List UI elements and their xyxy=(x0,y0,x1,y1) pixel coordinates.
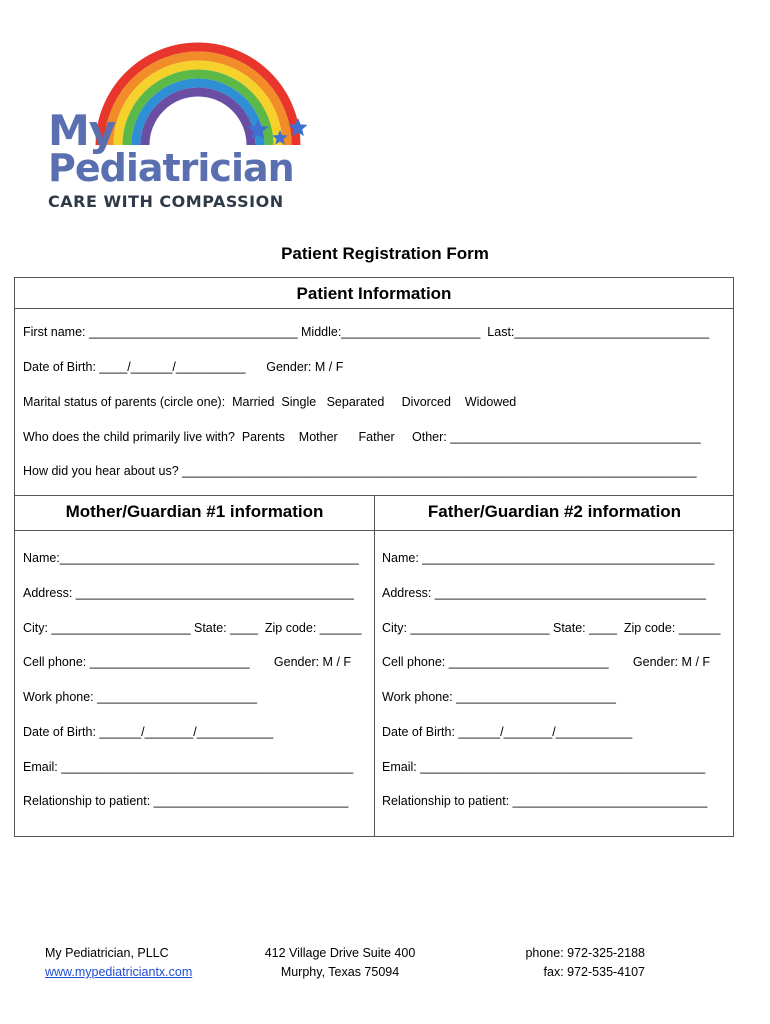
patient-dob-gender-field[interactable]: Date of Birth: ____/______/__________ Gender: M / F xyxy=(23,360,344,374)
footer-contact xyxy=(495,944,645,982)
practice-logo xyxy=(48,40,310,215)
marital-status-field[interactable]: Marital status of parents (circle one): Married Single Separated Divorced Widowed xyxy=(23,395,517,409)
footer-address xyxy=(255,944,425,982)
patient-info-heading: Patient Information xyxy=(296,284,452,303)
logo-text-my: My xyxy=(48,106,116,155)
guardian2-email-field[interactable]: Email: _________________________________________ xyxy=(382,760,706,774)
referral-source-field[interactable]: How did you hear about us? __________________________________________________________________________ xyxy=(23,464,697,478)
lives-with-field[interactable]: Who does the child primarily live with? Parents Mother Father Other: ____________________________________ xyxy=(23,430,701,444)
footer-fax: fax: 972-535-4107 xyxy=(543,965,645,979)
guardian1-cell-field[interactable]: Cell phone: _______________________ Gender: M / F xyxy=(23,655,352,669)
footer-address-line2: Murphy, Texas 75094 xyxy=(280,965,400,979)
guardian1-heading: Mother/Guardian #1 information xyxy=(65,502,324,521)
logo-text-pediatrician: Pediatrician xyxy=(48,146,294,190)
column-divider xyxy=(374,495,375,837)
footer-org xyxy=(45,944,192,982)
guardian1-work-phone-field[interactable]: Work phone: _______________________ xyxy=(23,690,258,704)
guardian2-heading: Father/Guardian #2 information xyxy=(427,502,682,521)
guardian2-address-field[interactable]: Address: _______________________________________ xyxy=(382,586,706,600)
footer-org-name: My Pediatrician, PLLC xyxy=(45,946,169,960)
patient-name-field[interactable]: First name: ______________________________ Middle:____________________ Last:____________________________ xyxy=(23,325,710,339)
guardian2-cell-field[interactable]: Cell phone: _______________________ Gender: M / F xyxy=(382,655,711,669)
guardian1-city-field[interactable]: City: ____________________ State: ____ Zip code: ______ xyxy=(23,621,362,635)
guardian1-relationship-field[interactable]: Relationship to patient: ____________________________ xyxy=(23,794,349,808)
footer-phone: phone: 972-325-2188 xyxy=(525,946,645,960)
footer-address-line1: 412 Village Drive Suite 400 xyxy=(264,946,416,960)
footer-website-link[interactable]: www.mypediatriciantx.com xyxy=(45,965,193,979)
registration-form-box xyxy=(14,277,734,837)
guardian1-address-field[interactable]: Address: ________________________________________ xyxy=(23,586,354,600)
guardian1-name-field[interactable]: Name:___________________________________________ xyxy=(23,551,359,565)
divider xyxy=(15,530,733,531)
guardian1-dob-field[interactable]: Date of Birth: ______/_______/___________ xyxy=(23,725,274,739)
guardian1-email-field[interactable]: Email: __________________________________________ xyxy=(23,760,354,774)
logo-tagline: CARE WITH COMPASSION xyxy=(48,192,284,211)
form-title: Patient Registration Form xyxy=(281,244,489,263)
guardian2-work-phone-field[interactable]: Work phone: _______________________ xyxy=(382,690,617,704)
guardian2-name-field[interactable]: Name: __________________________________________ xyxy=(382,551,715,565)
guardian2-city-field[interactable]: City: ____________________ State: ____ Zip code: ______ xyxy=(382,621,721,635)
divider xyxy=(15,308,733,309)
guardian2-dob-field[interactable]: Date of Birth: ______/_______/___________ xyxy=(382,725,633,739)
guardian2-relationship-field[interactable]: Relationship to patient: ____________________________ xyxy=(382,794,708,808)
